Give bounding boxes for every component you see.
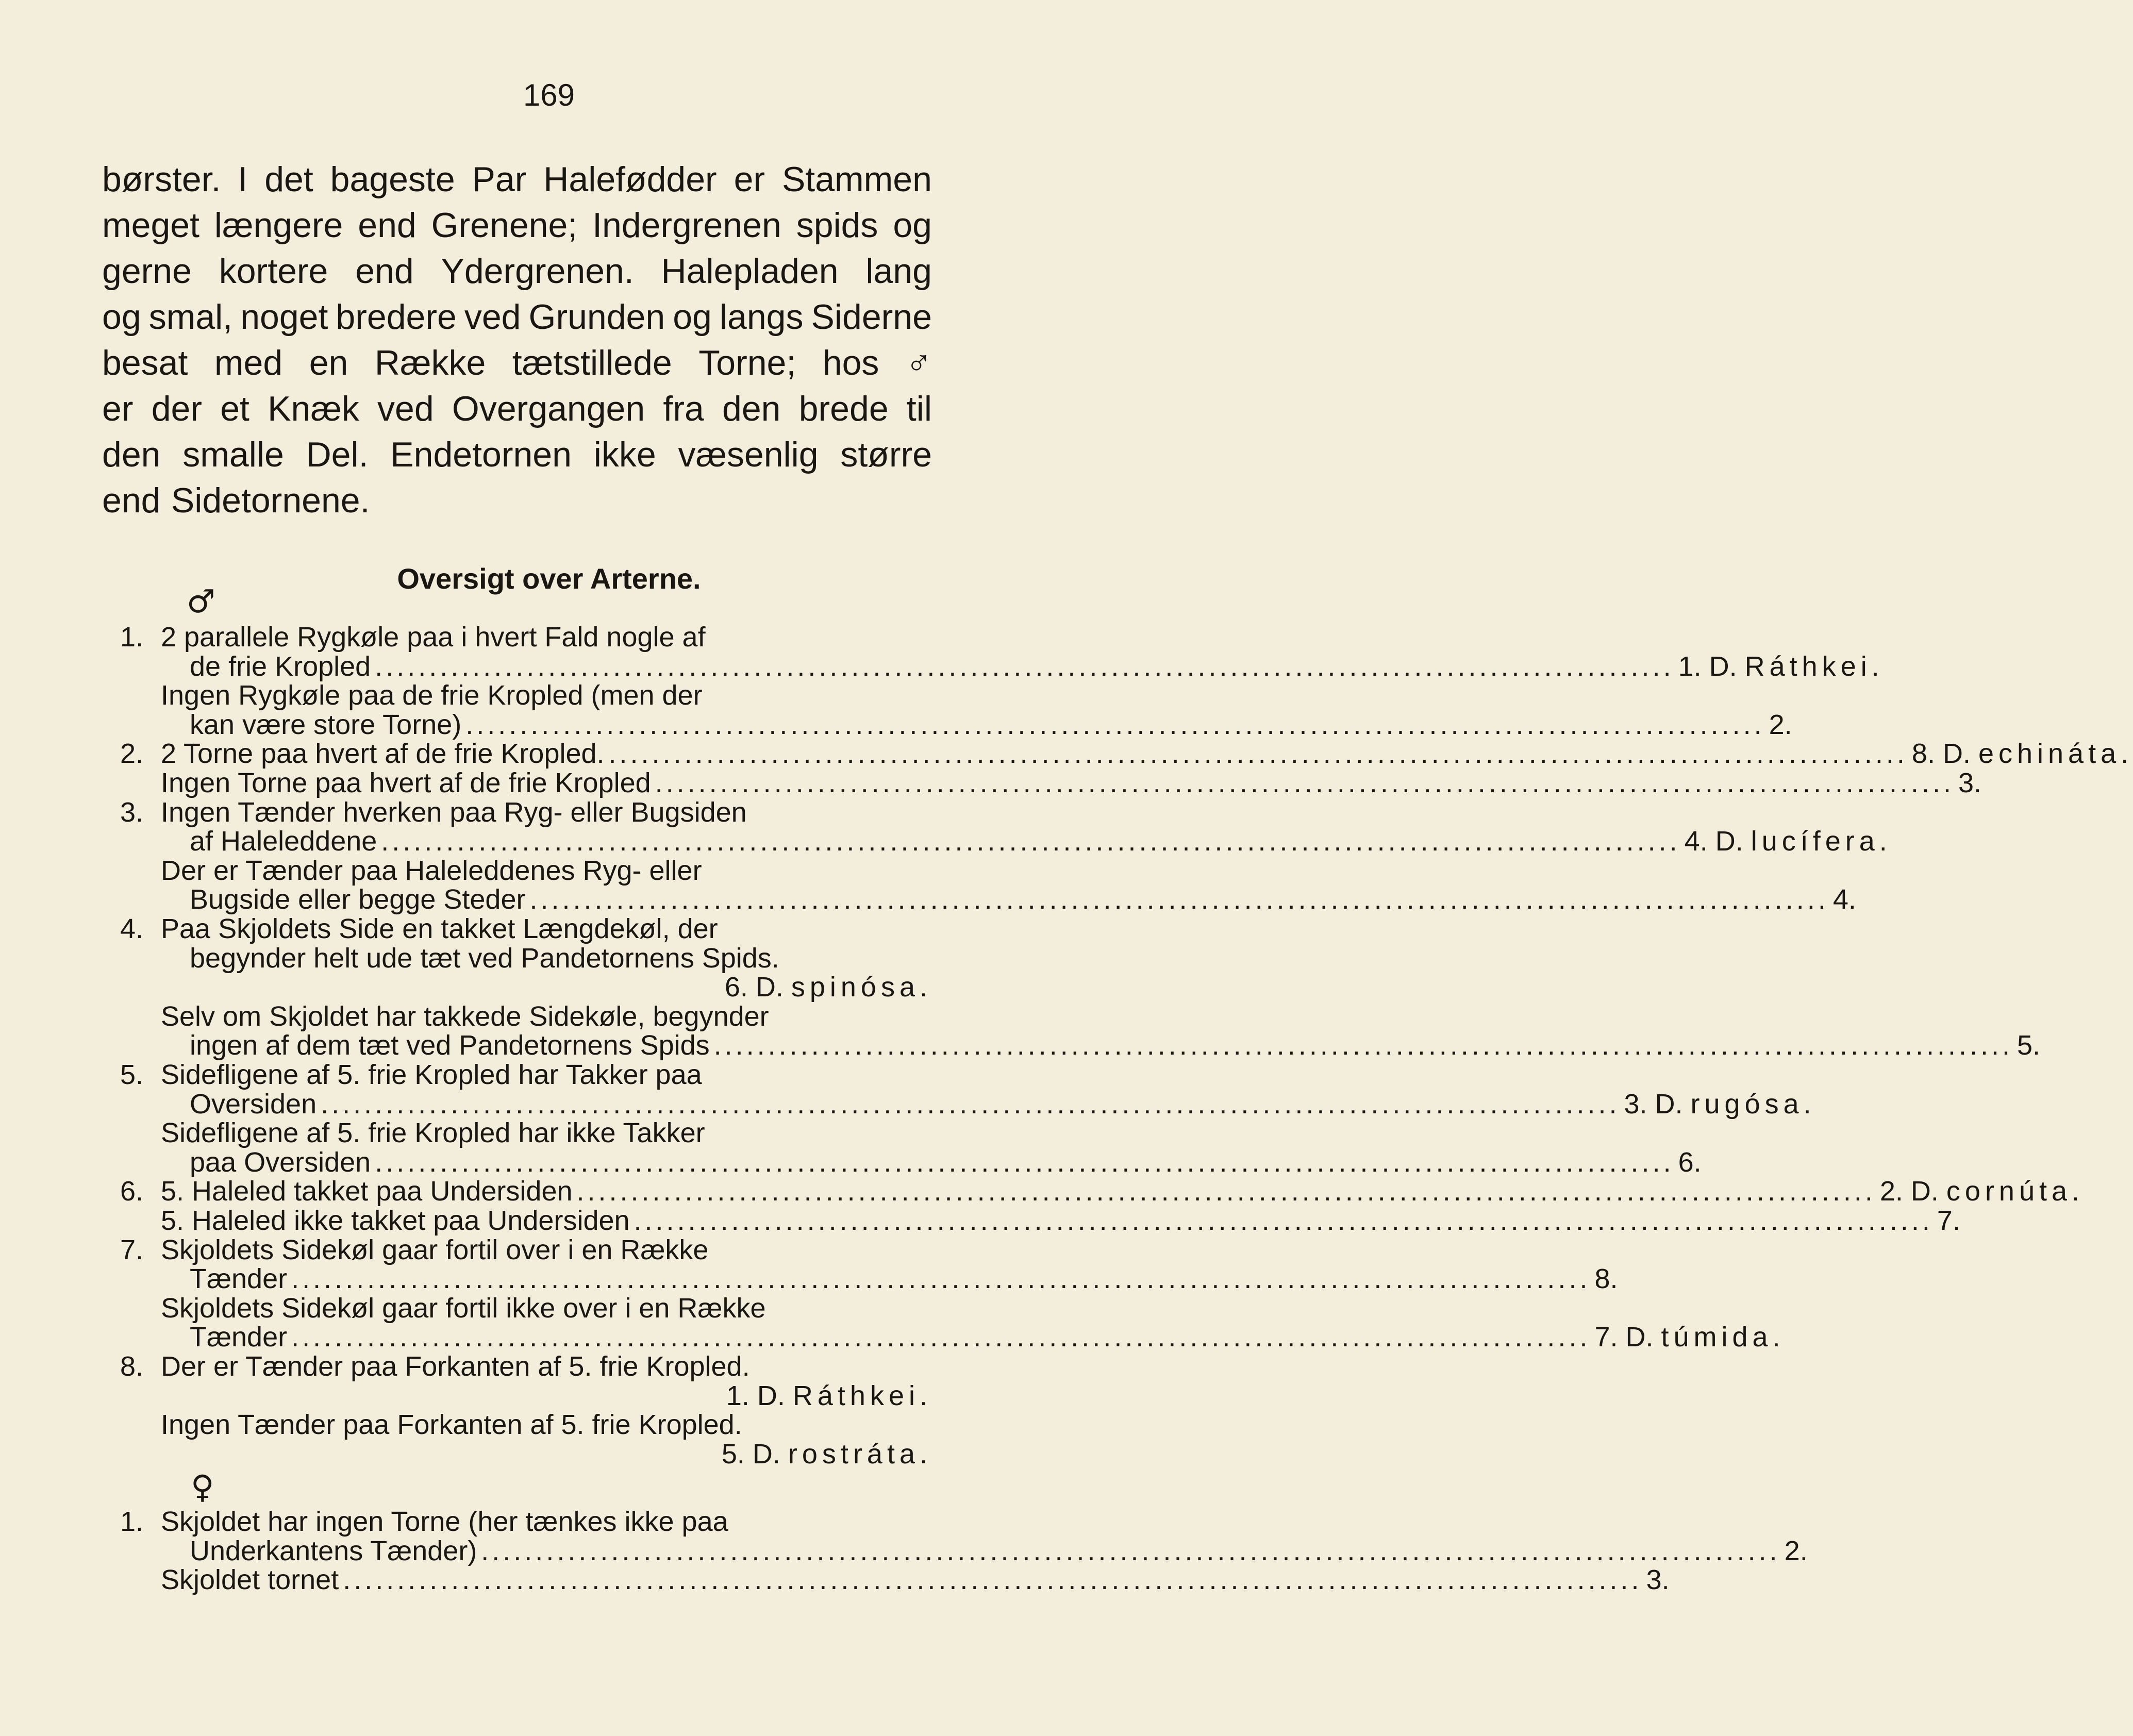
- key-couplet-text: de frie Kropled: [190, 650, 371, 682]
- word: end: [102, 481, 161, 520]
- word: smal,: [148, 297, 233, 337]
- key-row: [0, 944, 1098, 973]
- key-row: [0, 1507, 1098, 1536]
- word: Siderne: [811, 297, 932, 337]
- word: noget: [240, 297, 328, 337]
- key-result: 1. D. Ráthkei.: [1678, 650, 1884, 682]
- key-step-number: 8.: [120, 1351, 143, 1382]
- species-name: rostráta.: [788, 1438, 932, 1470]
- word: tætstillede: [512, 343, 672, 382]
- word: Grunden: [528, 297, 665, 337]
- key-couplet-text: Paa Skjoldets Side en takket Længdekøl, der: [161, 913, 718, 944]
- key-row: [0, 1352, 1098, 1381]
- key-couplet-text: Skjoldet har ingen Torne (her tænkes ikke paa: [161, 1506, 728, 1537]
- species-name: spinósa.: [791, 972, 932, 1003]
- word: ved: [464, 297, 521, 337]
- key-couplet-text: Ingen Tænder paa Forkanten af 5. frie Kropled.: [161, 1409, 742, 1441]
- leader-dots: ........................................................................................................................: [321, 1088, 1620, 1120]
- species-name: Ráthkei.: [792, 1380, 932, 1411]
- word: brede: [798, 389, 889, 428]
- key-couplet-text: paa Oversiden: [190, 1146, 371, 1178]
- key-couplet-text: Der er Tænder paa Forkanten af 5. frie Kropled.: [161, 1351, 750, 1382]
- word: gerne: [102, 252, 192, 291]
- key-result: 8.: [1594, 1263, 1618, 1295]
- key-row: [0, 1410, 1098, 1439]
- paragraph-line: [102, 294, 932, 340]
- word: Indergrenen: [592, 206, 781, 245]
- word: et: [220, 389, 249, 428]
- key-row: [0, 1322, 1785, 1353]
- paragraph-line: [102, 248, 932, 294]
- word: det: [264, 160, 313, 199]
- key-couplet-text: 2 Torne paa hvert af de frie Kropled.: [161, 738, 605, 770]
- key-couplet-text: 2 parallele Rygkøle paa i hvert Fald nogle af: [161, 622, 706, 653]
- key-result: 2.: [1784, 1535, 1808, 1566]
- key-couplet-text: Tænder: [190, 1263, 288, 1295]
- key-row: [0, 1440, 1098, 1468]
- word: Overgangen: [452, 389, 645, 428]
- key-couplet-text: Bugside eller begge Steder: [190, 884, 526, 915]
- key-couplet-text: Oversiden: [190, 1088, 317, 1120]
- key-row: [0, 681, 1098, 710]
- key-couplet-text: Ingen Rygkøle paa de frie Kropled (men der: [161, 680, 703, 711]
- word: smalle: [182, 435, 284, 474]
- paragraph-line: [102, 478, 932, 524]
- word: hos: [822, 343, 879, 382]
- leader-dots: ........................................................................................................................: [608, 738, 1908, 770]
- paragraph-line: [102, 432, 932, 478]
- leader-dots: ........................................................................................................................: [291, 1263, 1591, 1295]
- leader-dots: ........................................................................................................................: [465, 709, 1765, 740]
- key-couplet-text: Skjoldets Sidekøl gaar fortil over i en Række: [161, 1234, 709, 1265]
- key-row: [0, 1176, 2085, 1207]
- key-result: 8. D. echináta.: [1911, 738, 2133, 770]
- word: fra: [663, 389, 704, 428]
- word: større: [840, 435, 932, 474]
- key-step-number: 5.: [120, 1059, 143, 1090]
- word: Stammen: [781, 160, 932, 199]
- word: en: [309, 343, 348, 382]
- key-row: [0, 1294, 1098, 1323]
- key-result: 6. D. spinósa.: [724, 972, 932, 1003]
- page-number: 169: [523, 78, 575, 112]
- word: Ydergrenen.: [441, 252, 634, 291]
- word: er: [102, 389, 134, 428]
- key-row: [0, 709, 1792, 740]
- key-row: [0, 1535, 1808, 1566]
- word: ikke: [593, 435, 656, 474]
- male-symbol-heading: ♂: [187, 582, 215, 620]
- paragraph-line: [102, 157, 932, 203]
- key-result: 2. D. cornúta.: [1879, 1176, 2085, 1207]
- key-result: 4.: [1832, 884, 1856, 915]
- species-name: Ráthkei.: [1744, 650, 1884, 682]
- key-couplet-text: Underkantens Tænder): [190, 1535, 477, 1566]
- word: langs: [719, 297, 804, 337]
- key-couplet-text: kan være store Torne): [190, 709, 462, 740]
- species-name: cornúta.: [1946, 1176, 2085, 1207]
- key-row: [0, 623, 1098, 652]
- female-symbol-heading: ♀: [191, 1468, 214, 1506]
- key-row: [0, 1205, 1960, 1236]
- key-step-number: 1.: [120, 1506, 143, 1537]
- word: bageste: [330, 160, 455, 199]
- key-couplet-text: Sidefligene af 5. frie Kropled har ikke Takker: [161, 1117, 705, 1149]
- word: end: [358, 206, 416, 245]
- key-couplet-text: Sidefligene af 5. frie Kropled har Takker paa: [161, 1059, 702, 1090]
- leader-dots: ........................................................................................................................: [576, 1176, 1876, 1207]
- leader-dots: ........................................................................................................................: [655, 767, 1955, 798]
- key-row: [0, 1060, 1098, 1089]
- key-row: [0, 1088, 1816, 1120]
- word: bredere: [336, 297, 457, 337]
- word: Torne;: [698, 343, 796, 382]
- key-row: [0, 1146, 1702, 1178]
- word: besat: [102, 343, 188, 382]
- key-result: 7. D. túmida.: [1594, 1322, 1785, 1353]
- word: Række: [374, 343, 486, 382]
- key-couplet-text: Ingen Torne paa hvert af de frie Kropled: [161, 767, 651, 798]
- key-row: [0, 884, 1856, 915]
- key-row: [0, 650, 1884, 682]
- word: meget: [102, 206, 199, 245]
- paragraph-line: [102, 203, 932, 248]
- word: Del.: [306, 435, 369, 474]
- word: længere: [214, 206, 343, 245]
- key-couplet-text: ingen af dem tæt ved Pandetornens Spids: [190, 1030, 710, 1061]
- description-paragraph: [102, 157, 932, 524]
- key-couplet-text: 5. Haleled takket paa Undersiden: [161, 1176, 573, 1207]
- key-row: [0, 1002, 1098, 1031]
- word: og: [102, 297, 141, 337]
- key-result: 3.: [1646, 1564, 1670, 1596]
- key-result: 6.: [1678, 1146, 1702, 1178]
- word: Halepladen: [661, 252, 839, 291]
- key-result: 5. D. rostráta.: [721, 1438, 932, 1470]
- paragraph-line: [102, 340, 932, 386]
- key-row: [0, 914, 1098, 943]
- key-row: [0, 1119, 1098, 1147]
- leader-dots: ........................................................................................................................: [481, 1535, 1780, 1566]
- word: end: [355, 252, 414, 291]
- key-row: [0, 798, 1098, 827]
- word: væsenlig: [678, 435, 819, 474]
- key-step-number: 7.: [120, 1234, 143, 1265]
- word: den: [102, 435, 161, 474]
- word: børster.: [102, 160, 221, 199]
- word: og: [893, 206, 932, 245]
- key-couplet-text: Der er Tænder paa Haleleddenes Ryg- eller: [161, 855, 702, 886]
- leader-dots: ........................................................................................................................: [343, 1564, 1642, 1596]
- section-title: Oversigt over Arterne.: [397, 562, 701, 595]
- word: den: [722, 389, 781, 428]
- word: spids: [796, 206, 878, 245]
- word: Sidetornene.: [171, 481, 370, 520]
- leader-dots: ........................................................................................................................: [529, 884, 1829, 915]
- word: med: [214, 343, 283, 382]
- leader-dots: ........................................................................................................................: [381, 826, 1680, 857]
- word: ved: [377, 389, 434, 428]
- key-couplet-text: 5. Haleled ikke takket paa Undersiden: [161, 1205, 630, 1236]
- key-row: [0, 767, 1982, 798]
- word: der: [151, 389, 202, 428]
- word: Par: [472, 160, 527, 199]
- key-step-number: 4.: [120, 913, 143, 944]
- leader-dots: ........................................................................................................................: [375, 1146, 1674, 1178]
- word: ♂: [905, 343, 932, 382]
- word: er: [734, 160, 765, 199]
- word: I: [238, 160, 248, 199]
- word: Knæk: [268, 389, 359, 428]
- word: kortere: [219, 252, 328, 291]
- word: lang: [865, 252, 932, 291]
- key-result: 5.: [2017, 1030, 2041, 1061]
- leader-dots: ........................................................................................................................: [291, 1322, 1591, 1353]
- species-name: lucífera.: [1751, 826, 1892, 857]
- key-couplet-text: begynder helt ude tæt ved Pandetornens Spids.: [190, 942, 779, 974]
- key-row: [0, 826, 1892, 857]
- key-step-number: 6.: [120, 1176, 143, 1207]
- key-couplet-text: Tænder: [190, 1322, 288, 1353]
- leader-dots: ........................................................................................................................: [375, 650, 1674, 682]
- key-couplet-text: Skjoldets Sidekøl gaar fortil ikke over i en Række: [161, 1292, 766, 1324]
- key-result: 3. D. rugósa.: [1624, 1088, 1816, 1120]
- key-row: [0, 1236, 1098, 1264]
- word: Halefødder: [543, 160, 717, 199]
- species-name: echináta.: [1978, 738, 2133, 770]
- key-couplet-text: Selv om Skjoldet har takkede Sidekøle, begynder: [161, 1000, 769, 1032]
- key-row: [0, 973, 1098, 1001]
- key-result: 1. D. Ráthkei.: [726, 1380, 932, 1411]
- leader-dots: ........................................................................................................................: [713, 1030, 2013, 1061]
- leader-dots: ........................................................................................................................: [634, 1205, 1933, 1236]
- key-couplet-text: af Haleleddene: [190, 826, 377, 857]
- word: til: [906, 389, 932, 428]
- key-row: [0, 1030, 2041, 1061]
- key-step-number: 1.: [120, 622, 143, 653]
- key-result: 4. D. lucífera.: [1684, 826, 1892, 857]
- key-row: [0, 856, 1098, 885]
- key-row: [0, 1564, 1670, 1596]
- species-name: rugósa.: [1690, 1088, 1816, 1120]
- key-row: [0, 738, 2133, 770]
- word: Grenene;: [431, 206, 578, 245]
- key-couplet-text: Ingen Tænder hverken paa Ryg- eller Bugsiden: [161, 796, 747, 828]
- key-result: 3.: [1958, 767, 1982, 798]
- species-name: túmida.: [1661, 1322, 1785, 1353]
- key-result: 7.: [1937, 1205, 1960, 1236]
- paragraph-line: [102, 386, 932, 432]
- word: Endetornen: [390, 435, 572, 474]
- key-step-number: 2.: [120, 738, 143, 770]
- key-row: [0, 1263, 1618, 1295]
- key-row: [0, 1381, 1098, 1410]
- key-couplet-text: Skjoldet tornet: [161, 1564, 339, 1596]
- word: og: [673, 297, 712, 337]
- key-result: 2.: [1769, 709, 1792, 740]
- key-step-number: 3.: [120, 796, 143, 828]
